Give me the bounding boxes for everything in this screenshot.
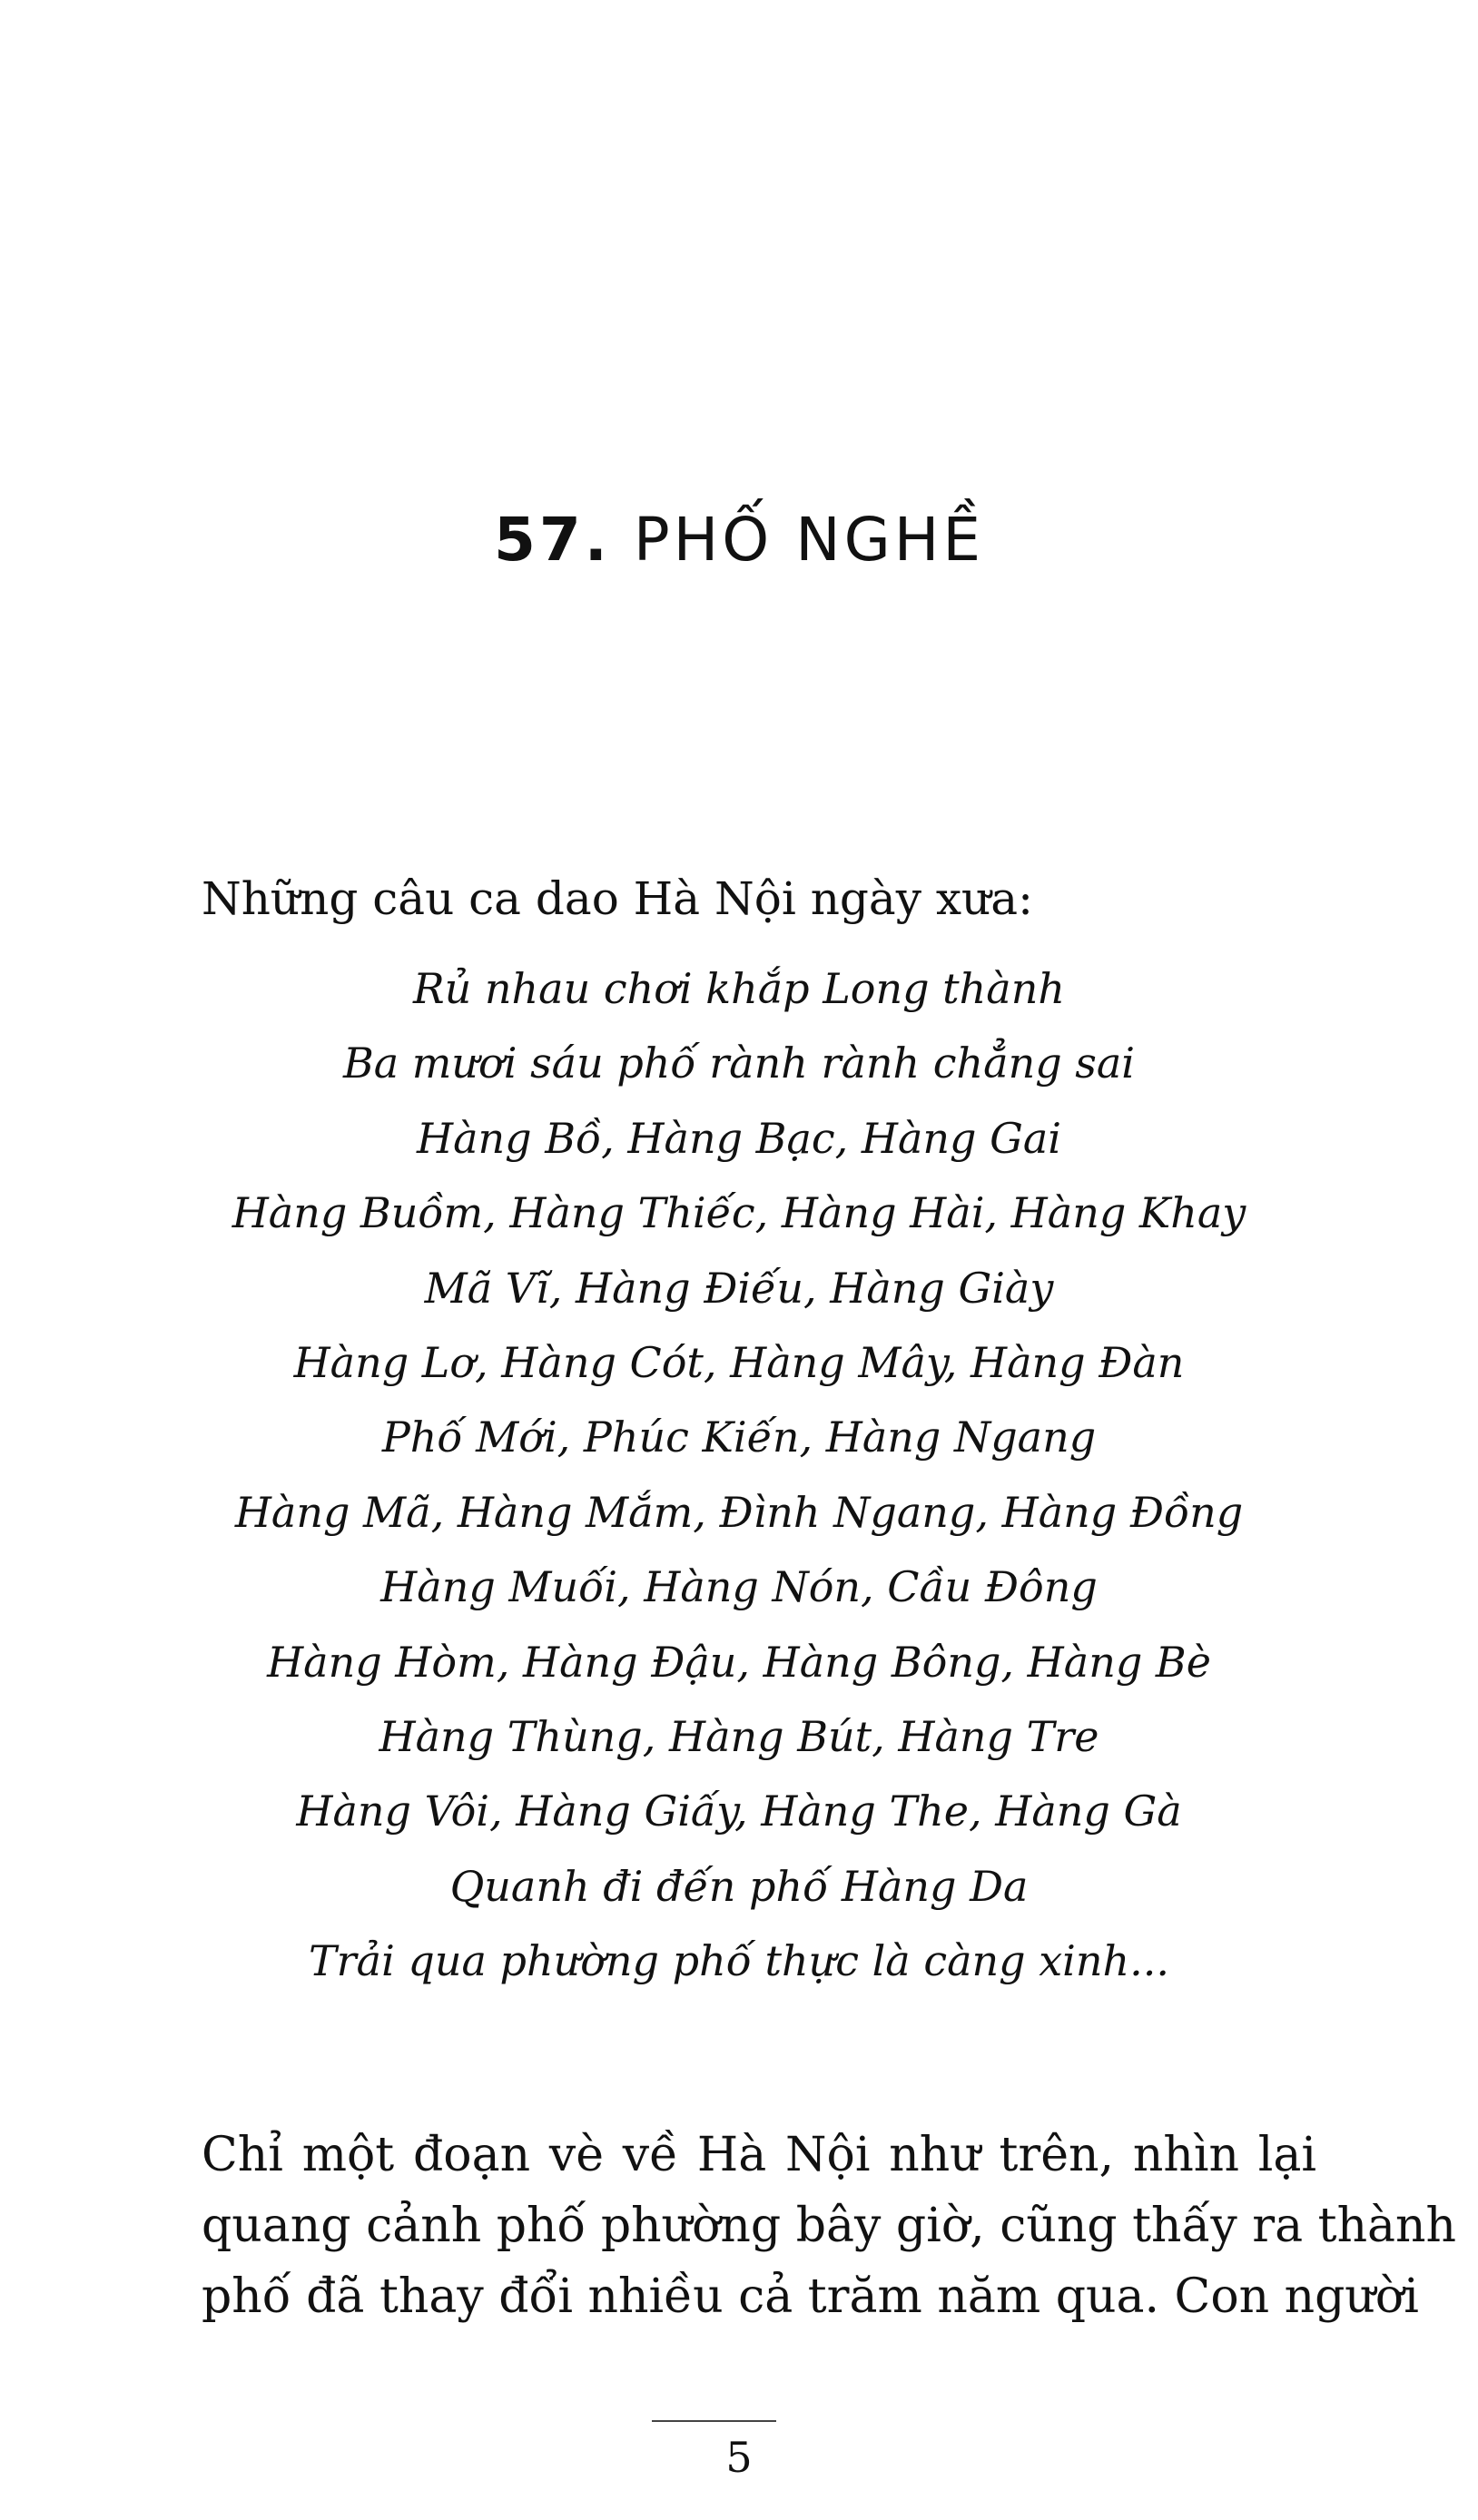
- poem-line: Hàng Bồ, Hàng Bạc, Hàng Gai: [416, 1113, 1061, 1163]
- poem-line: Phố Mới, Phúc Kiến, Hàng Ngang: [381, 1413, 1097, 1462]
- poem-line: Hàng Vôi, Hàng Giấy, Hàng The, Hàng Gà: [296, 1787, 1182, 1836]
- paragraph-line: quang cảnh phố phường bây giờ, cũng thấy ra thành: [202, 2199, 1457, 2253]
- chapter-name: PHỐ NGHỀ: [633, 505, 985, 575]
- poem-line: Ba mươi sáu phố rành rành chẳng sai: [342, 1039, 1136, 1088]
- poem-line: Quanh đi đến phố Hàng Da: [449, 1861, 1029, 1911]
- poem-line: Rủ nhau chơi khắp Long thành: [413, 964, 1065, 1013]
- footer-rule: [652, 2420, 776, 2422]
- poem-line: Trải qua phường phố thực là càng xinh...: [308, 1936, 1169, 1986]
- poem-line: Hàng Lơ, Hàng Cót, Hàng Mây, Hàng Đàn: [293, 1337, 1185, 1387]
- poem-line: Hàng Thùng, Hàng Bút, Hàng Tre: [379, 1711, 1099, 1761]
- poem-verse: [0, 951, 1478, 1998]
- paragraph-line: phố đã thay đổi nhiều cả trăm năm qua. Con người: [202, 2269, 1419, 2324]
- chapter-number: 57.: [493, 505, 611, 575]
- poem-line: Hàng Muối, Hàng Nón, Cầu Đông: [380, 1562, 1098, 1612]
- chapter-title: [0, 504, 1478, 576]
- intro-line: Những câu ca dao Hà Nội ngày xưa:: [202, 872, 1033, 925]
- paragraph-line: Chỉ một đoạn vè về Hà Nội như trên, nhìn lại: [202, 2128, 1316, 2182]
- poem-line: Hàng Buồm, Hàng Thiếc, Hàng Hài, Hàng Khay: [232, 1188, 1246, 1238]
- poem-line: Hàng Mã, Hàng Mắm, Đình Ngang, Hàng Đồng: [234, 1487, 1244, 1537]
- page-number: 5: [725, 2433, 753, 2482]
- body-paragraph: [202, 2120, 1457, 2332]
- poem-line: Mã Vĩ, Hàng Điếu, Hàng Giày: [424, 1263, 1054, 1313]
- poem-line: Hàng Hòm, Hàng Đậu, Hàng Bông, Hàng Bè: [267, 1637, 1211, 1687]
